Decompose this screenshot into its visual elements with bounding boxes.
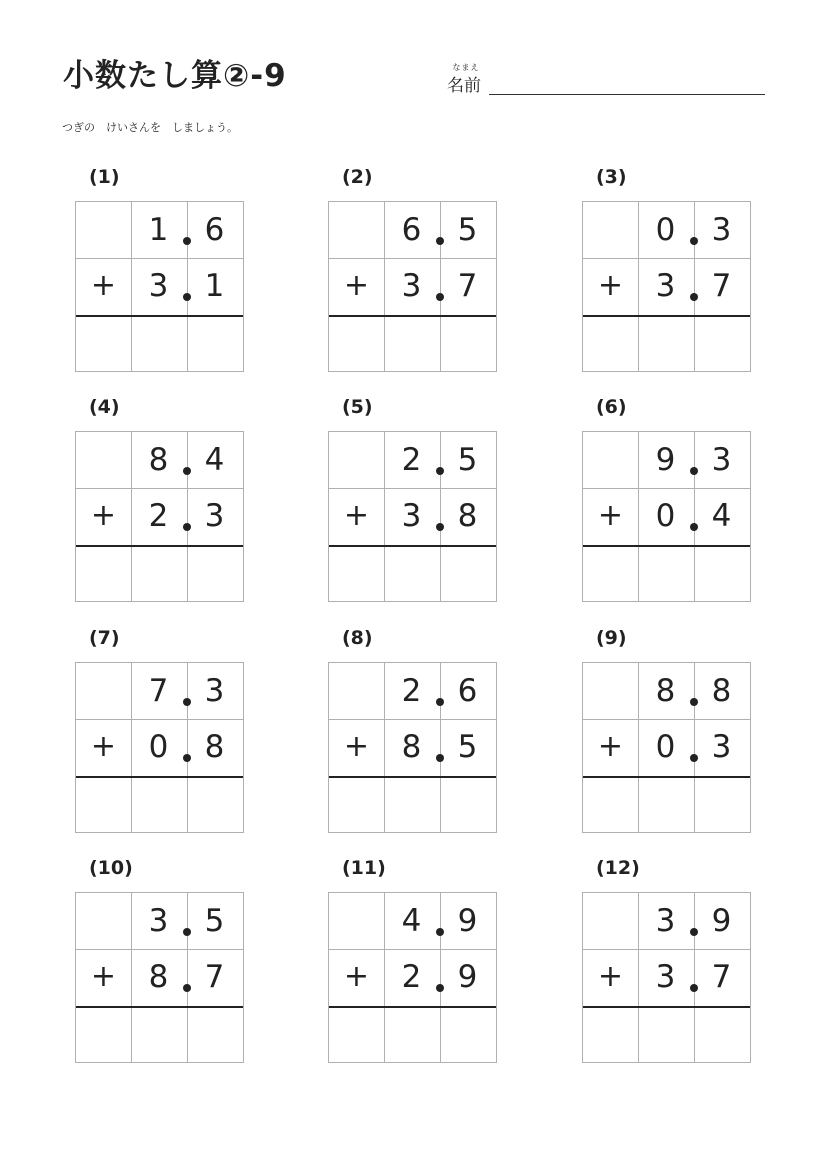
decimal-point — [436, 467, 444, 475]
addend2-tenths-digit: 7 — [457, 268, 478, 304]
decimal-point — [690, 293, 698, 301]
addend2-ones-digit: 2 — [401, 959, 422, 995]
plus-sign: + — [343, 959, 370, 994]
calculation-grid — [582, 201, 751, 372]
problem-12 — [582, 857, 752, 1067]
addend1-ones-digit: 8 — [655, 673, 676, 709]
decimal-point — [183, 754, 191, 762]
instruction-text: つぎの けいさんを しましょう。 — [62, 121, 238, 134]
calculation-grid — [328, 431, 497, 602]
addend2-ones-digit: 8 — [401, 729, 422, 765]
plus-sign: + — [90, 268, 117, 303]
plus-sign: + — [597, 959, 624, 994]
addend2-ones-digit: 2 — [148, 498, 169, 534]
calculation-grid — [75, 662, 244, 833]
decimal-point — [436, 928, 444, 936]
plus-sign: + — [343, 729, 370, 764]
problem-number: (9) — [596, 627, 627, 649]
addend2-ones-digit: 0 — [655, 729, 676, 765]
problem-6 — [582, 396, 752, 606]
calculation-grid — [582, 431, 751, 602]
addend2-tenths-digit: 7 — [711, 959, 732, 995]
problem-7 — [75, 627, 245, 837]
problem-3 — [582, 166, 752, 376]
addend1-ones-digit: 4 — [401, 903, 422, 939]
addend2-tenths-digit: 8 — [204, 729, 225, 765]
decimal-point — [436, 237, 444, 245]
problem-8 — [328, 627, 498, 837]
addend2-tenths-digit: 3 — [711, 729, 732, 765]
decimal-point — [436, 984, 444, 992]
calculation-grid — [328, 201, 497, 372]
answer-line — [583, 776, 750, 778]
decimal-point — [690, 984, 698, 992]
problem-9 — [582, 627, 752, 837]
addend1-tenths-digit: 5 — [457, 212, 478, 248]
addend2-ones-digit: 3 — [401, 268, 422, 304]
worksheet-title: 小数たし算②-9 — [63, 58, 287, 94]
plus-sign: + — [343, 268, 370, 303]
decimal-point — [183, 293, 191, 301]
addend1-tenths-digit: 9 — [711, 903, 732, 939]
problem-number: (10) — [89, 857, 133, 879]
calculation-grid — [582, 892, 751, 1063]
addend1-ones-digit: 2 — [401, 442, 422, 478]
problem-number: (6) — [596, 396, 627, 418]
decimal-point — [183, 698, 191, 706]
name-label: 名前 — [447, 76, 481, 96]
addend1-ones-digit: 0 — [655, 212, 676, 248]
problem-number: (8) — [342, 627, 373, 649]
problem-number: (5) — [342, 396, 373, 418]
problem-11 — [328, 857, 498, 1067]
decimal-point — [436, 754, 444, 762]
addend1-tenths-digit: 9 — [457, 903, 478, 939]
plus-sign: + — [597, 498, 624, 533]
decimal-point — [436, 293, 444, 301]
answer-line — [329, 1006, 496, 1008]
problem-number: (2) — [342, 166, 373, 188]
answer-line — [329, 776, 496, 778]
addend1-ones-digit: 2 — [401, 673, 422, 709]
addend1-ones-digit: 6 — [401, 212, 422, 248]
calculation-grid — [328, 892, 497, 1063]
answer-line — [329, 545, 496, 547]
problem-number: (11) — [342, 857, 386, 879]
addend2-ones-digit: 3 — [655, 959, 676, 995]
decimal-point — [436, 698, 444, 706]
answer-line — [76, 1006, 243, 1008]
addend2-ones-digit: 8 — [148, 959, 169, 995]
name-ruby: なまえ — [452, 63, 480, 72]
problem-number: (7) — [89, 627, 120, 649]
name-writing-line[interactable] — [489, 94, 765, 95]
addend1-tenths-digit: 3 — [711, 442, 732, 478]
addend1-tenths-digit: 3 — [711, 212, 732, 248]
addend2-tenths-digit: 5 — [457, 729, 478, 765]
addend2-ones-digit: 3 — [148, 268, 169, 304]
addend2-ones-digit: 3 — [401, 498, 422, 534]
problem-number: (12) — [596, 857, 640, 879]
addend2-ones-digit: 0 — [148, 729, 169, 765]
problem-number: (4) — [89, 396, 120, 418]
addend2-tenths-digit: 7 — [711, 268, 732, 304]
problem-2 — [328, 166, 498, 376]
problem-5 — [328, 396, 498, 606]
addend1-ones-digit: 7 — [148, 673, 169, 709]
addend2-tenths-digit: 8 — [457, 498, 478, 534]
addend1-ones-digit: 1 — [148, 212, 169, 248]
answer-line — [76, 315, 243, 317]
answer-line — [583, 545, 750, 547]
addend1-tenths-digit: 3 — [204, 673, 225, 709]
calculation-grid — [328, 662, 497, 833]
decimal-point — [183, 237, 191, 245]
addend1-tenths-digit: 5 — [204, 903, 225, 939]
addend1-ones-digit: 9 — [655, 442, 676, 478]
addend1-tenths-digit: 5 — [457, 442, 478, 478]
addend2-ones-digit: 0 — [655, 498, 676, 534]
decimal-point — [183, 523, 191, 531]
addend2-tenths-digit: 1 — [204, 268, 225, 304]
calculation-grid — [75, 201, 244, 372]
addend1-tenths-digit: 6 — [457, 673, 478, 709]
decimal-point — [690, 467, 698, 475]
problem-number: (1) — [89, 166, 120, 188]
addend1-tenths-digit: 4 — [204, 442, 225, 478]
calculation-grid — [75, 892, 244, 1063]
problem-4 — [75, 396, 245, 606]
problem-number: (3) — [596, 166, 627, 188]
answer-line — [76, 776, 243, 778]
addend2-tenths-digit: 4 — [711, 498, 732, 534]
decimal-point — [690, 928, 698, 936]
calculation-grid — [75, 431, 244, 602]
plus-sign: + — [343, 498, 370, 533]
answer-line — [329, 315, 496, 317]
problem-1 — [75, 166, 245, 376]
plus-sign: + — [597, 268, 624, 303]
addend1-ones-digit: 8 — [148, 442, 169, 478]
problem-10 — [75, 857, 245, 1067]
plus-sign: + — [90, 729, 117, 764]
answer-line — [583, 315, 750, 317]
name-area — [447, 62, 765, 98]
decimal-point — [690, 698, 698, 706]
plus-sign: + — [597, 729, 624, 764]
addend2-tenths-digit: 9 — [457, 959, 478, 995]
calculation-grid — [582, 662, 751, 833]
answer-line — [76, 545, 243, 547]
plus-sign: + — [90, 959, 117, 994]
plus-sign: + — [90, 498, 117, 533]
addend1-tenths-digit: 8 — [711, 673, 732, 709]
addend1-ones-digit: 3 — [148, 903, 169, 939]
decimal-point — [183, 984, 191, 992]
decimal-point — [690, 237, 698, 245]
decimal-point — [183, 467, 191, 475]
addend1-ones-digit: 3 — [655, 903, 676, 939]
answer-line — [583, 1006, 750, 1008]
decimal-point — [690, 523, 698, 531]
addend2-ones-digit: 3 — [655, 268, 676, 304]
addend2-tenths-digit: 7 — [204, 959, 225, 995]
addend1-tenths-digit: 6 — [204, 212, 225, 248]
decimal-point — [690, 754, 698, 762]
decimal-point — [183, 928, 191, 936]
decimal-point — [436, 523, 444, 531]
addend2-tenths-digit: 3 — [204, 498, 225, 534]
